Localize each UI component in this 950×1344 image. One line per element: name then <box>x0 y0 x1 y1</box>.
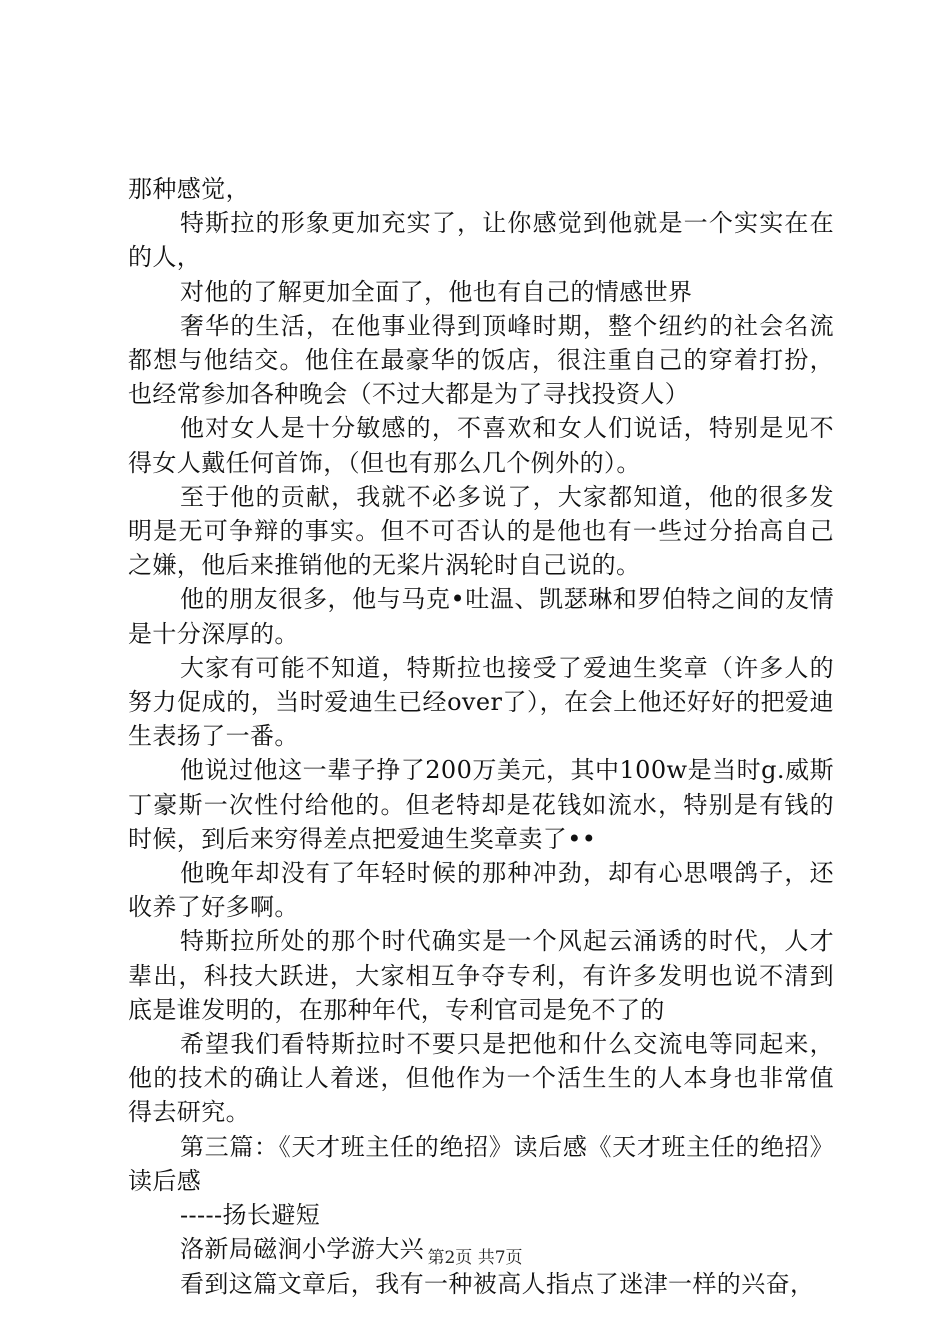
paragraph: 那种感觉， <box>128 175 250 203</box>
page-number-footer: 第2页 共7页 <box>427 1248 523 1268</box>
paragraph: 看到这篇文章后，我有一种被高人指点了迷津一样的兴奋， <box>180 1269 815 1298</box>
paragraph: 他晚年却没有了年轻时候的那种冲劲，却有心思喂鸽子，还收养了好多啊。 <box>128 859 834 922</box>
paragraph: 对他的了解更加全面了，他也有自己的情感世界 <box>180 277 693 306</box>
paragraph: 希望我们看特斯拉时不要只是把他和什么交流电等同起来，他的技术的确让人着迷，但他作为一个活生生的人本身也非常值得去研究。 <box>128 1030 834 1127</box>
paragraph: 他的朋友很多，他与马克•吐温、凯瑟琳和罗伯特之间的友情是十分深厚的。 <box>128 585 834 648</box>
paragraph: 他对女人是十分敏感的，不喜欢和女人们说话，特别是见不得女人戴任何首饰，（但也有那么几个例外的）。 <box>128 414 834 477</box>
document-body <box>128 172 834 1301</box>
paragraph: 至于他的贡献，我就不必多说了，大家都知道，他的很多发明是无可争辩的事实。但不可否认的是他也有一些过分抬高自己之嫌，他后来推销他的无桨片涡轮时自己说的。 <box>128 482 834 580</box>
paragraph: 奢华的生活，在他事业得到顶峰时期，整个纽约的社会名流都想与他结交。他住在最豪华的饭店，很注重自己的穿着打扮，也经常参加各种晚会（不过大都是为了寻找投资人） <box>128 311 834 409</box>
paragraph: 大家有可能不知道，特斯拉也接受了爱迪生奖章（许多人的努力促成的，当时爱迪生已经over了），在会上他还好好的把爱迪生表扬了一番。 <box>128 653 834 751</box>
section-heading: 第三篇：《天才班主任的绝招》读后感《天才班主任的绝招》读后感 <box>128 1132 834 1195</box>
author-line: 洛新局磁涧小学游大兴 <box>180 1235 424 1264</box>
paragraph: 特斯拉所处的那个时代确实是一个风起云涌诱的时代，人才辈出，科技大跃进，大家相互争夺专利，有许多发明也说不清到底是谁发明的，在那种年代，专利官司是免不了的 <box>128 927 834 1024</box>
subtitle: -----扬长避短 <box>180 1201 321 1230</box>
paragraph: 他说过他这一辈子挣了200万美元，其中100w是当时g.威斯丁豪斯一次性付给他的。但老特却是花钱如流水，特别是有钱的时候，到后来穷得差点把爱迪生奖章卖了•• <box>128 756 834 853</box>
paragraph: 特斯拉的形象更加充实了，让你感觉到他就是一个实实在在的人， <box>128 209 834 272</box>
